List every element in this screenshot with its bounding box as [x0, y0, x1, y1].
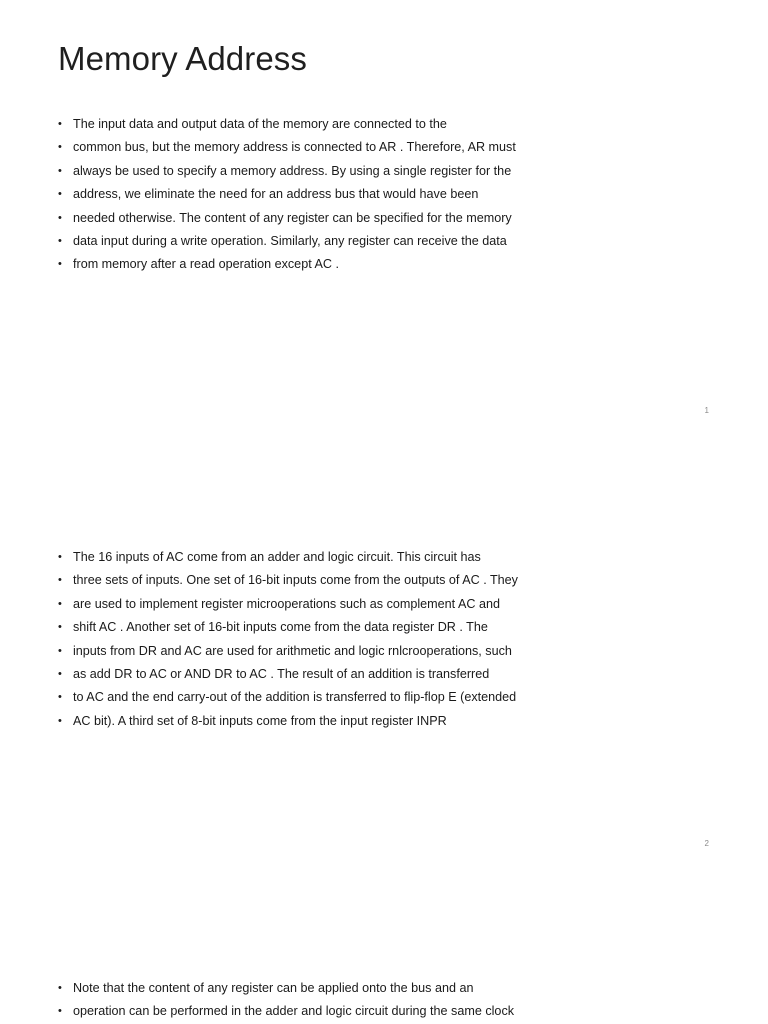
bullet-dot-icon: • [58, 691, 62, 704]
bullet-dot-icon: • [58, 551, 62, 563]
slide-title: Memory Address [58, 40, 307, 77]
slide1-line-4: • address, we eliminate the need for an address bus that would have been [58, 183, 516, 206]
bullet-dot-icon: • [58, 644, 62, 657]
slide2-line-3: • are used to implement register microoperations such as complement AC and [58, 593, 518, 616]
slide1-line-7: • from memory after a read operation except AC . [58, 253, 516, 276]
slide2-line-1: • The 16 inputs of AC come from an adder and logic circuit. This circuit has [58, 546, 518, 569]
slide3-line-1: • Note that the content of any register can be applied onto the bus and an [58, 977, 514, 1000]
bullet-dot-icon: • [58, 141, 62, 154]
bullet-dot-icon: • [58, 234, 62, 247]
slide1-line-2: • common bus, but the memory address is connected to AR . Therefore, AR must [58, 136, 516, 159]
bullet-dot-icon: • [58, 714, 62, 727]
slide2-line-5: • inputs from DR and AC are used for arithmetic and logic rnlcrooperations, such [58, 640, 518, 663]
bullet-dot-icon: • [58, 667, 62, 680]
bullet-dot-icon: • [58, 258, 62, 271]
slide2-line-2: • three sets of inputs. One set of 16-bit inputs come from the outputs of AC . They [58, 569, 518, 592]
bullet-dot-icon: • [58, 597, 62, 610]
slide2-line-6: • as add DR to AC or AND DR to AC . The result of an addition is transferred [58, 663, 518, 686]
slide2-line-4: • shift AC . Another set of 16-bit inputs come from the data register DR . The [58, 616, 518, 639]
bullet-dot-icon: • [58, 574, 62, 587]
slide1-bullet-list [58, 113, 516, 277]
page-number-1: 1 [704, 406, 709, 415]
slide2-line-8: • AC bit). A third set of 8-bit inputs come from the input register INPR [58, 710, 518, 733]
bullet-dot-icon: • [58, 621, 62, 634]
bullet-dot-icon: • [58, 164, 62, 177]
bullet-dot-icon: • [58, 118, 62, 130]
page-number-2: 2 [704, 839, 709, 848]
bullet-dot-icon: • [58, 188, 62, 201]
slide3-line-2: • operation can be performed in the adder and logic circuit during the same clock [58, 1000, 514, 1023]
slide2-bullet-list [58, 546, 518, 733]
slide2-line-7: • to AC and the end carry-out of the addition is transferred to flip-flop E (extended [58, 686, 518, 709]
bullet-dot-icon: • [58, 211, 62, 224]
bullet-dot-icon: • [58, 1005, 62, 1018]
slide1-line-3: • always be used to specify a memory address. By using a single register for the [58, 160, 516, 183]
bullet-dot-icon: • [58, 982, 62, 994]
slide1-line-6: • data input during a write operation. Similarly, any register can receive the data [58, 230, 516, 253]
slide3-bullet-list [58, 977, 514, 1024]
slide1-line-5: • needed otherwise. The content of any register can be specified for the memory [58, 207, 516, 230]
slide1-line-1: • The input data and output data of the memory are connected to the [58, 113, 516, 136]
